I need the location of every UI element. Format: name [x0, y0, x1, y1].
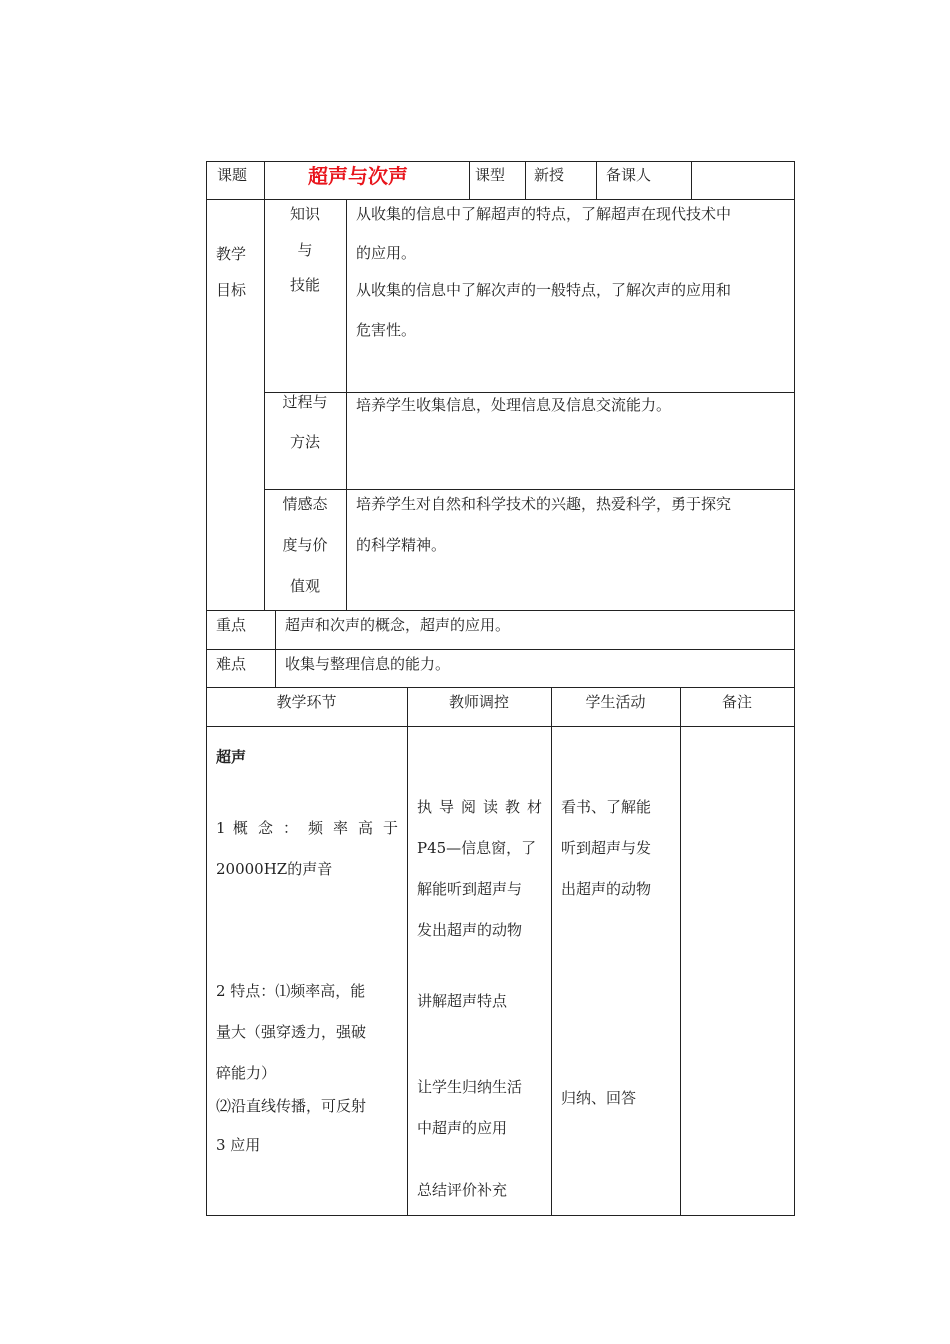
- key-point-text: 超声和次声的概念，超声的应用。: [285, 616, 511, 634]
- col-divider: [596, 161, 597, 199]
- knowledge-text: 危害性。: [356, 321, 417, 339]
- stage-feature: ⑵沿直线传播，可反射: [216, 1097, 367, 1115]
- objectives-label: 教学: [216, 245, 247, 263]
- stage-application: 3 应用: [216, 1136, 261, 1154]
- teacher-guide: 发出超声的动物: [417, 921, 523, 939]
- student-answer: 归纳、回答: [561, 1089, 637, 1107]
- knowledge-label: 技能: [289, 276, 320, 294]
- knowledge-text: 的应用。: [356, 244, 417, 262]
- table-border-bottom: [206, 1215, 795, 1216]
- emotion-label: 值观: [289, 577, 320, 595]
- teacher-explain: 讲解超声特点: [417, 992, 508, 1010]
- row-divider: [206, 687, 795, 688]
- type-value: 新授: [534, 166, 565, 184]
- knowledge-text: 从收集的信息中了解超声的特点，了解超声在现代技术中: [356, 205, 732, 223]
- knowledge-text: 从收集的信息中了解次声的一般特点，了解次声的应用和: [356, 281, 732, 299]
- col-divider: [691, 161, 692, 199]
- student-activity: 出超声的动物: [561, 880, 652, 898]
- table-border-right: [794, 161, 795, 1216]
- column-header-student: 学生活动: [585, 693, 646, 711]
- emotion-text: 的科学精神。: [356, 536, 447, 554]
- teacher-summary: 中超声的应用: [417, 1119, 508, 1137]
- col-divider: [525, 161, 526, 199]
- stage-heading: 超声: [216, 748, 247, 766]
- difficulty-text: 收集与整理信息的能力。: [285, 655, 451, 673]
- stage-feature: 量大（强穿透力，强破: [216, 1023, 367, 1041]
- row-divider: [206, 726, 795, 727]
- row-divider: [206, 649, 795, 650]
- emotion-text: 培养学生对自然和科学技术的兴趣，热爱科学，勇于探究: [356, 495, 732, 513]
- objectives-label: 目标: [216, 281, 247, 299]
- teacher-evaluate: 总结评价补充: [417, 1181, 508, 1199]
- preparer-label: 备课人: [606, 166, 652, 184]
- col-divider: [469, 161, 470, 199]
- table-border-left: [206, 161, 207, 1216]
- col-divider: [551, 687, 552, 1215]
- col-divider: [275, 610, 276, 687]
- stage-feature: 2 特点：⑴频率高，能: [216, 982, 366, 1000]
- knowledge-label: 与: [297, 241, 313, 259]
- stage-concept: 1 概 念 ： 频 率 高 于: [216, 819, 398, 837]
- knowledge-label: 知识: [289, 205, 320, 223]
- teacher-guide: 执 导 阅 读 教 材: [417, 798, 542, 816]
- student-activity: 听到超声与发: [561, 839, 652, 857]
- table-border-top: [206, 161, 795, 162]
- key-point-label: 重点: [216, 616, 247, 634]
- process-text: 培养学生收集信息，处理信息及信息交流能力。: [356, 396, 672, 414]
- col-divider: [680, 687, 681, 1215]
- teacher-guide: 解能听到超声与: [417, 880, 523, 898]
- row-divider: [206, 610, 795, 611]
- stage-concept: 20000HZ的声音: [216, 860, 333, 878]
- emotion-label: 情感态: [282, 495, 328, 513]
- process-label: 方法: [289, 433, 320, 451]
- lesson-plan-table: [206, 161, 795, 1216]
- type-label: 课型: [475, 166, 506, 184]
- column-header-stage: 教学环节: [276, 693, 337, 711]
- emotion-label: 度与价: [282, 536, 328, 554]
- column-header-notes: 备注: [721, 693, 752, 711]
- col-divider: [407, 687, 408, 1215]
- process-label: 过程与: [282, 393, 328, 411]
- student-activity: 看书、了解能: [561, 798, 652, 816]
- row-divider: [264, 489, 795, 490]
- row-divider: [206, 199, 795, 200]
- topic-label: 课题: [217, 166, 248, 184]
- stage-feature: 碎能力）: [216, 1064, 277, 1082]
- col-divider: [346, 199, 347, 610]
- teacher-guide: P45—信息窗，了: [417, 839, 537, 857]
- teacher-summary: 让学生归纳生活: [417, 1078, 523, 1096]
- difficulty-label: 难点: [216, 655, 247, 673]
- column-header-teacher: 教师调控: [448, 693, 509, 711]
- lesson-title: 超声与次声: [308, 164, 408, 188]
